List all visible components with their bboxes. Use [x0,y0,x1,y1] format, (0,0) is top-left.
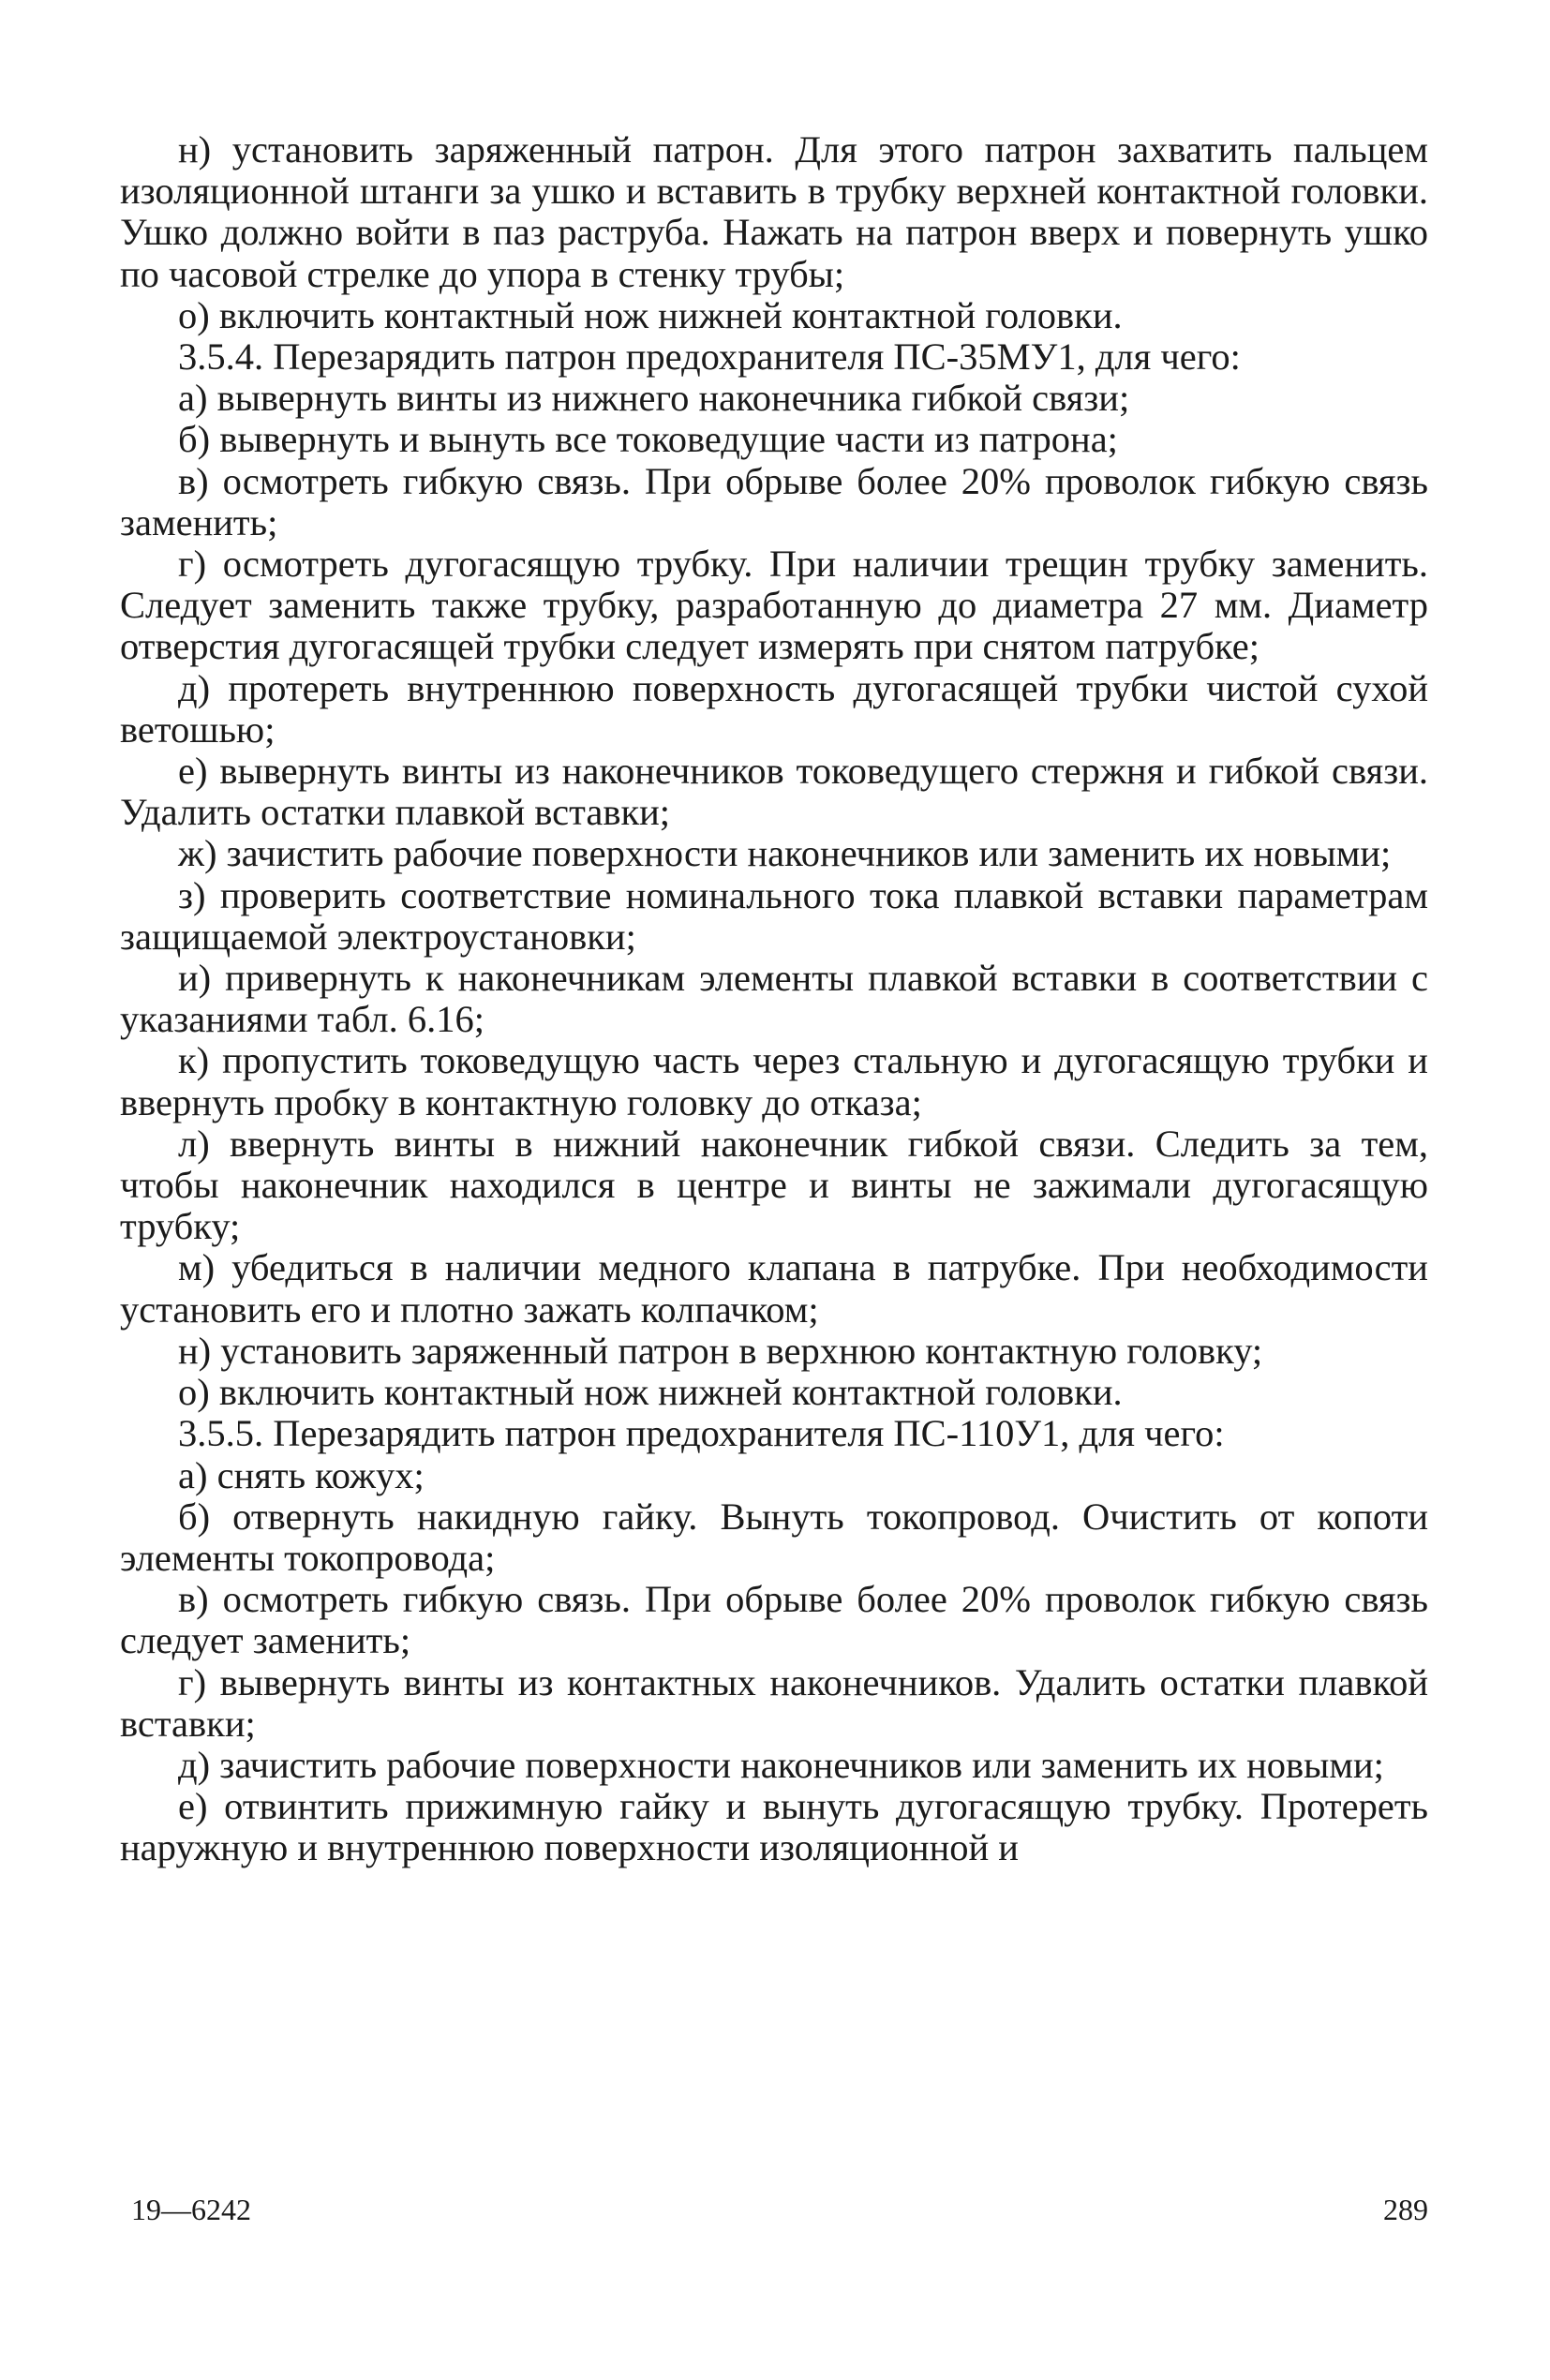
paragraph: в) осмотреть гибкую связь. При обрыве более 20% проволок гибкую связь заменить; [120,459,1428,543]
paragraph: е) вывернуть винты из наконечников токоведущего стержня и гибкой связи. Удалить остатки плавкой вставки; [120,750,1428,834]
paragraph: к) пропустить токоведущую часть через стальную и дугогасящую трубки и ввернуть пробку в контактную головку до отказа; [120,1039,1428,1123]
page-body [120,129,1428,1869]
page-number: 289 [1383,2193,1428,2226]
paragraph: а) вывернуть винты из нижнего наконечника гибкой связи; [178,377,1130,420]
paragraph: в) осмотреть гибкую связь. При обрыве более 20% проволок гибкую связь следует заменить; [120,1578,1428,1662]
paragraph: и) привернуть к наконечникам элементы плавкой вставки в соответствии с указаниями табл. 6.16; [120,957,1428,1041]
paragraph: д) зачистить рабочие поверхности наконечников или заменить их новыми; [178,1743,1384,1786]
paragraph: з) проверить соответствие номинального тока плавкой вставки параметрам защищаемой электроустановки; [120,873,1428,958]
paragraph: г) вывернуть винты из контактных наконечников. Удалить остатки плавкой вставки; [120,1660,1428,1745]
paragraph: ж) зачистить рабочие поверхности наконечников или заменить их новыми; [178,832,1392,875]
paragraph: г) осмотреть дугогасящую трубку. При наличии трещин трубку заменить. Следует заменить также трубку, разработанную до диаметра 27 мм. Диаметр отверстия дугогасящей трубки следует измерять при снятом патрубке; [120,543,1428,668]
paragraph: е) отвинтить прижимную гайку и вынуть дугогасящую трубку. Протереть наружную и внутреннюю поверхности изоляционной и [120,1785,1428,1869]
paragraph: н) установить заряженный патрон в верхнюю контактную головку; [178,1329,1263,1372]
paragraph: м) убедиться в наличии медного клапана в патрубке. При необходимости установить его и плотно зажать колпачком; [120,1246,1428,1331]
paragraph: б) вывернуть и вынуть все токоведущие части из патрона; [178,418,1118,461]
section-heading-3-5-4: 3.5.4. Перезарядить патрон предохранителя ПС-35МУ1, для чего: [178,335,1241,379]
section-heading-3-5-5: 3.5.5. Перезарядить патрон предохранителя ПС-110У1, для чего: [178,1412,1225,1455]
printer-signature: 19—6242 [131,2193,251,2226]
paragraph: н) установить заряженный патрон. Для этого патрон захватить пальцем изоляционной штанги за ушко и вставить в трубку верхней контактной головки. Ушко должно войти в паз раструба. Нажать на патрон вверх и повернуть ушко по часовой стрелке до упора в стенку трубы; [120,128,1428,295]
paragraph: д) протереть внутреннюю поверхность дугогасящей трубки чистой сухой ветошью; [120,666,1428,751]
paragraph: о) включить контактный нож нижней контактной головки. [178,1371,1123,1414]
paragraph: б) отвернуть накидную гайку. Вынуть токопровод. Очистить от копоти элементы токопровода; [120,1495,1428,1579]
paragraph: а) снять кожух; [178,1453,425,1496]
paragraph: л) ввернуть винты в нижний наконечник гибкой связи. Следить за тем, чтобы наконечник находился в центре и винты не зажимали дугогасящую трубку; [120,1122,1428,1248]
paragraph: о) включить контактный нож нижней контактной головки. [178,293,1123,336]
